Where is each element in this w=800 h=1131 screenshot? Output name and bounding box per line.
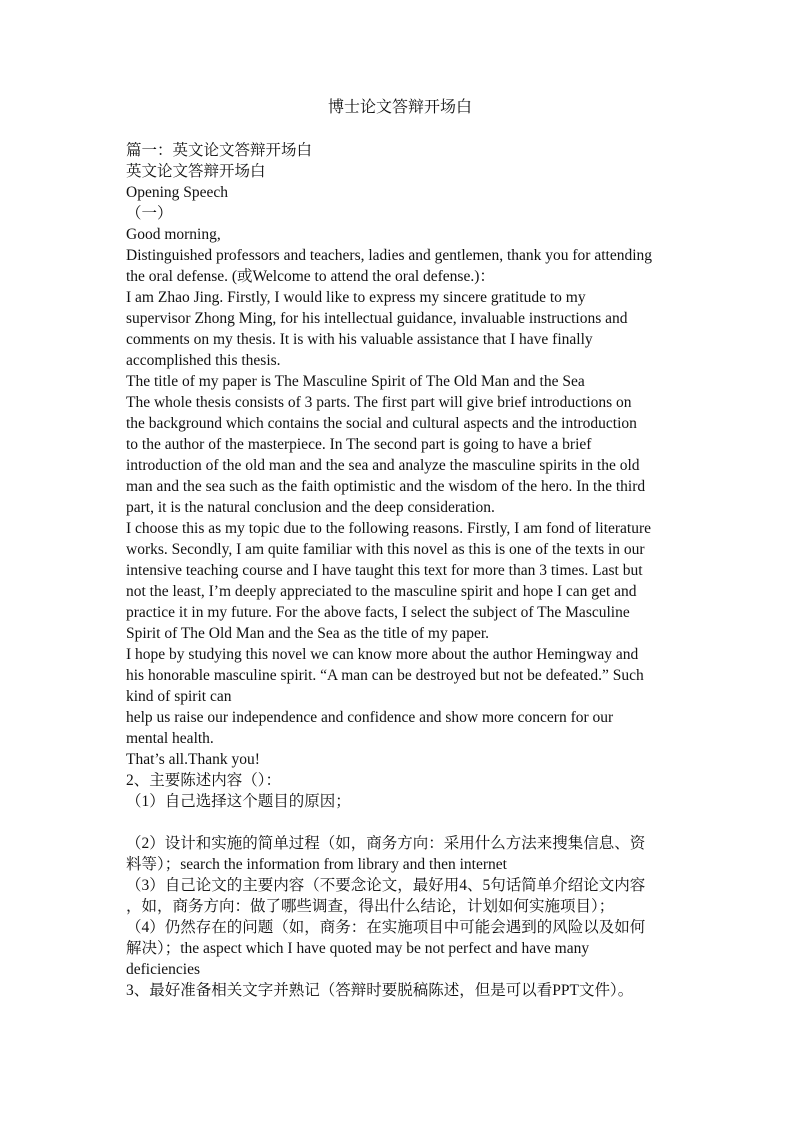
text-line: 3、最好准备相关文字并熟记（答辩时要脱稿陈述，但是可以看PPT文件）。 [126,982,634,999]
text-line: not the least, I’m deeply appreciated to the masculine spirit and hope I can get and [126,583,637,600]
text-line: to the author of the masterpiece. In The second part is going to have a brief [126,436,592,453]
text-line: I choose this as my topic due to the following reasons. Firstly, I am fond of literature [126,520,652,537]
document-body [126,140,686,1001]
text-line: help us raise our independence and confidence and show more concern for our [126,709,614,726]
text-line: his honorable masculine spirit. “A man can be destroyed but not be defeated.” Such [126,667,644,684]
text-line: Good morning, [126,226,221,243]
text-line: 解决）；the aspect which I have quoted may be not perfect and have many [126,940,590,957]
document-title: 博士论文答辩开场白 [327,99,472,116]
text-line: The whole thesis consists of 3 parts. The first part will give brief introductions on [126,394,632,411]
text-line: supervisor Zhong Ming, for his intellectual guidance, invaluable instructions and [126,310,628,327]
text-line: Distinguished professors and teachers, ladies and gentlemen, thank you for attending [126,247,653,264]
text-line: 2、主要陈述内容（）： [126,772,282,789]
text-line: （3）自己论文的主要内容（不要念论文，最好用4、5句话简单介绍论文内容 [126,877,646,894]
text-line: deficiencies [126,961,201,978]
text-line: I hope by studying this novel we can know more about the author Hemingway and [126,646,639,663]
text-line: kind of spirit can [126,688,232,705]
text-line: The title of my paper is The Masculine Spirit of The Old Man and the Sea [126,373,585,390]
text-line: man and the sea such as the faith optimistic and the wisdom of the hero. In the third [126,478,646,495]
text-line: the background which contains the social and cultural aspects and the introduction [126,415,637,432]
text-line: 料等）；search the information from library and then internet [126,856,507,873]
text-line: the oral defense. (或Welcome to attend the oral defense.)： [126,268,495,285]
text-line: 英文论文答辩开场白 [126,163,266,180]
text-line: （1）自己选择这个题目的原因； [126,793,351,810]
text-line: （2）设计和实施的简单过程（如，商务方向：采用什么方法来搜集信息、资 [126,835,646,852]
text-line: practice it in my future. For the above facts, I select the subject of The Masculine [126,604,630,621]
text-line: I am Zhao Jing. Firstly, I would like to express my sincere gratitude to my [126,289,586,306]
text-line: 篇一：英文论文答辩开场白 [126,142,313,159]
text-line: accomplished this thesis. [126,352,281,369]
text-line: Opening Speech [126,184,229,201]
text-line: mental health. [126,730,214,747]
text-line: part, it is the natural conclusion and the deep consideration. [126,499,495,516]
text-line [126,812,686,833]
text-line: works. Secondly, I am quite familiar with this novel as this is one of the texts in our [126,541,645,558]
text-line: Spirit of The Old Man and the Sea as the title of my paper. [126,625,490,642]
text-line: （一） [126,205,173,222]
text-line: （4）仍然存在的问题（如，商务：在实施项目中可能会遇到的风险以及如何 [126,919,646,936]
text-line: introduction of the old man and the sea and analyze the masculine spirits in the old [126,457,640,474]
text-line: intensive teaching course and I have taught this text for more than 3 times. Last but [126,562,643,579]
text-line: comments on my thesis. It is with his valuable assistance that I have finally [126,331,593,348]
text-line: ，如，商务方向：做了哪些调查，得出什么结论，计划如何实施项目）； [126,898,615,915]
text-line: That’s all.Thank you! [126,751,260,768]
